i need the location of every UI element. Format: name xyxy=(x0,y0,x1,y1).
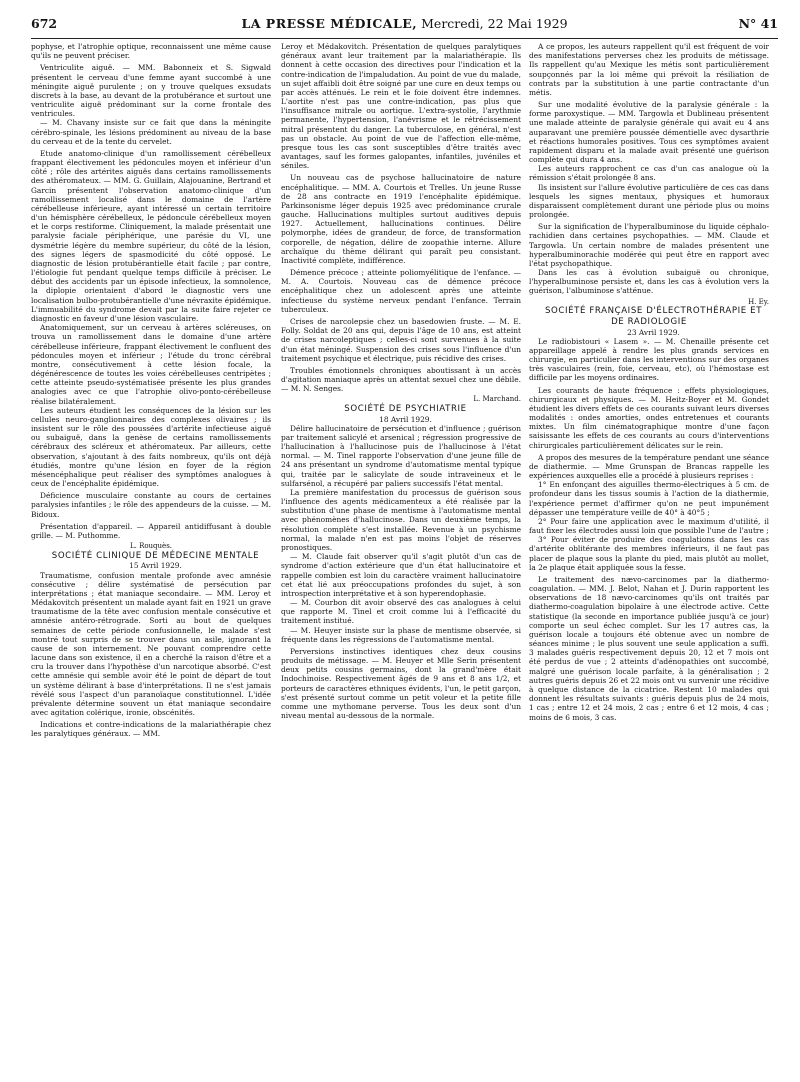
issue-date: Mercredi, 22 Mai 1929 xyxy=(421,16,568,31)
paragraph: Le traitement des nævo-carcinomes par la diathermo-coagulation. — MM. J. Belot, Nahan et J. Durin rapportent les observations de 18 nævo-carcinomes qu'ils ont traités par diathermo-coagulation bipolaire à une électrode active. Cette statistique (la seconde en importance publiée jusqu'à ce jour) comporte un seul échec complet. Sur les 17 autres cas, la guérison locale a toujours été obtenue avec un nombre de séances minime ; le plus souvent une seule application a suffi. 3 malades guéris respectivement depuis 20, 12 et 7 mois ont été perdus de vue ; 2 atteints d'adénopathies ont succombé, malgré une guérison locale parfaite, à la généralisation ; 2 autres guéris depuis 26 et 22 mois ont vu survenir une récidive à quelque distance de la cicatrice. Restent 10 malades qui donnent les résultats suivants : guéris depuis plus de 24 mois, 1 cas ; entre 12 et 24 mois, 2 cas ; entre 6 et 12 mois, 4 cas ; moins de 6 mois, 3 cas. xyxy=(529,574,769,722)
issue-number: N° 41 xyxy=(738,16,778,31)
paragraph: Indications et contre-indications de la malariathérapie chez les paralytiques généraux. — MM. xyxy=(31,720,271,739)
paragraph: Etude anatomo-clinique d'un ramollissement cérébelleux frappant électivement les pédoncules moyen et inférieur d'un côté ; rôle des artérites aiguës dans certains ramollissements des athéromateux. — MM. G. Guillain, Alajouanine, Bertrand et Garcin présentent l'observation anatomo-clinique d'un ramollissement localisé dans le domaine de l'artère cérébelleuse inférieure, ayant intéressé un certain territoire d'un hémisphère cérébelleux, le pédoncule cérébelleux moyen et le corps restiforme. Cliniquement, la malade présentait une paralysie faciale périphérique, une parésie du VI, une dysmétrie légère du membre supérieur, du côté de la lésion, des signes légers de spasmodicité du côté opposé. Le diagnostic de lésion protubérantielle était facile ; par contre, l'étiologie fut pendant quelque temps difficile à préciser. Le début des accidents par un épisode infectieux, la somnolence, la diplopie orientaient d'abord le diagnostic vers une localisation bulbo-protubérantielle d'une névraxite épidémique. L'immuabilité du syndrome devait par la suite faire rejeter ce diagnostic en faveur d'une lésion vasculaire. xyxy=(31,148,271,323)
paragraph: Ventriculite aiguë. — MM. Babonneix et S. Sigwald présentent le cerveau d'une femme ayant succombé à une méningite aiguë purulente ; on y trouve quelques exsudats discrets à la base, au devant de la protubérance et surtout une ventriculite aiguë prédominant sur la corne frontale des ventricules. xyxy=(31,63,271,119)
paragraph: La première manifestation du processus de guérison sous l'influence des agents médicamenteux a été réalisée par la substitution d'une phase de mentisme à l'automatisme mental avec phénomènes d'hallucinose. Dans un deuxième temps, la résolution complète s'est installée. Revenue à un psychisme normal, la malade n'en est pas moins l'objet de réserves pronostiques. xyxy=(281,487,521,552)
paragraph: Les auteurs rapprochent ce cas d'un cas analogue où la rémission s'était prolongée 8 ans. xyxy=(529,164,769,183)
paragraph: — M. Courbon dit avoir observé des cas analogues à celui que rapporte M. Tinel et croit comme lui à l'efficacité du traitement institué. xyxy=(281,598,521,626)
paragraph: Délire hallucinatoire de persécution et d'influence ; guérison par traitement salicylé et arsenical ; régression progressive de l'hallucination à l'hallucinose puis de l'hallucinose à l'état normal. — M. Tinel rapporte l'observation d'une jeune fille de 24 ans présentant un syndrome d'automatisme mental typique qui, traitée par le salicylate de soude intraveineux et le sulfarsénol, a récupéré par paliers successifs l'état mental. xyxy=(281,423,521,488)
paragraph: Les courants de haute fréquence : effets physiologiques, chirurgicaux et physiques. — M. Heitz-Boyer et M. Gondet étudient les divers effets de ces courants suivant leurs diverses modalités : ondes amorties, ondes entretenues et courants mixtes. Un film cinématographique montre d'une façon saisissante les effets de ces courants au cours d'interventions chirurgicales particulièrement délicates sur le rein. xyxy=(529,385,769,450)
section-title: SOCIÉTÉ CLINIQUE DE MÉDECINE MENTALE xyxy=(51,550,260,561)
paragraph: — M. Heuyer insiste sur la phase de mentisme observée, si fréquente dans les régressions de l'automatisme mental. xyxy=(281,625,521,644)
paragraph: Démence précoce ; atteinte poliomyélitique de l'enfance. — M. A. Courtois. Nouveau cas de démence précoce encéphalitique chez un adolescent après une atteinte infectieuse du système nerveux pendant l'enfance. Terrain tuberculeux. xyxy=(281,268,521,314)
paragraph: Sur la signification de l'hyperalbuminose du liquide céphalo-rachidien dans certaines psychopathies. — MM. Claude et Targowla. Un certain nombre de malades présentent une hyperalbuminorachie modérée qui peut être en rapport avec l'état psychopathique. xyxy=(529,222,769,268)
paragraph: Anatomiquement, sur un cerveau à artères scléreuses, on trouva un ramollissement dans le domaine d'une artère cérébelleuse inférieure, frappant électivement le confluent des pédoncules moyen et inférieur ; l'étude du tronc cérébral montre, consécutivement à cette lésion focale, la dégénérescence de toutes les voies cérébelleuses centripètes ; cette atteinte pseudo-systématisée présente les plus grandes analogies avec ce que l'atrophie olivo-ponto-cérébelleuse réalise bilatéralement. xyxy=(31,323,271,406)
paragraph: Ils insistent sur l'allure évolutive particulière de ces cas dans lesquels les signes mentaux, physiques et humoraux disparaissent complètement durant une période plus ou moins prolongée. xyxy=(529,182,769,220)
signature: L. Rouquès. xyxy=(129,542,173,551)
paragraph: A ce propos, les auteurs rappellent qu'il est fréquent de voir des manifestations perverses chez les produits de métissage. Ils rappellent qu'au Mexique les métis sont particulièrement soupçonnés par la loi même qui prévoit la résiliation de contrats par la substitution à une partie contractante d'un métis. xyxy=(529,42,769,97)
paragraph: Présentation d'appareil. — Appareil antidiffusant à double grille. — M. Puthomme. xyxy=(31,521,271,540)
paragraph: Sur une modalité évolutive de la paralysie générale : la forme paroxystique. — MM. Targowla et Dublineau présentent une malade atteinte de paralysie générale qui avait eu 4 ans auparavant une première poussée démentielle avec dysarthrie et réactions humorales positives. Tous ces symptômes avaient rapidement disparu et la malade avait présenté une guérison complète qui dura 4 ans. xyxy=(529,100,769,165)
column-3 xyxy=(529,42,769,1070)
running-title xyxy=(31,16,778,31)
section-title: SOCIÉTÉ DE PSYCHIATRIE xyxy=(344,404,467,414)
paragraph: Perversions instinctives identiques chez deux cousins produits de métissage. — M. Heuyer et Mlle Serin présentent deux petits cousins germains, dont la grand'mère était Indochinoise. Respectivement âgés de 9 ans et 8 ans 1/2, et porteurs de caractères ethniques évidents, l'un, le petit garçon, s'est présenté surtout comme un petit voleur et la petite fille comme une mythomane perverse. Tous les deux sont d'un niveau mental au-dessous de la normale. xyxy=(281,646,521,721)
paragraph: Déficience musculaire constante au cours de certaines paralysies infantiles ; le rôle des appendeurs de la cuisse. — M. Bidoux. xyxy=(31,491,271,519)
signature: L. Marchand. xyxy=(473,395,521,404)
paragraph: Les auteurs étudient les conséquences de la lésion sur les cellules neuro-ganglionnaires des complexes olivaires ; ils insistent sur le rôle des poussées d'artérite infectieuse aiguë ou subaiguë, dans la genèse de certains ramollissements cérébraux des scléreux et athéromateux. Par ailleurs, cette observation, s'ajoutant à des faits nombreux, qu'ils ont déjà étudiés, montre qu'une lésion en foyer de la région mésencéphalique peut réaliser des symptômes analogues à ceux de l'encéphalite épidémique. xyxy=(31,405,271,489)
column-1 xyxy=(31,42,271,1070)
section-title: SOCIÉTÉ FRANÇAISE D'ÉLECTROTHÉRAPIE ET DE RADIOLOGIE xyxy=(544,306,763,327)
paragraph: 3° Pour éviter de produire des coagulations dans les cas d'artérite oblitérante des membres inférieurs, il ne faut pas placer de plaque sous la plante du pied, mais plutôt au mollet, la 2e plaque était appliquée sous la fesse. xyxy=(529,535,769,572)
paragraph: Troubles émotionnels chroniques aboutissant à un accès d'agitation maniaque après un attentat sexuel chez une débile. — M. N. Senges. xyxy=(281,365,521,394)
paragraph: pophyse, et l'atrophie optique, reconnaissent une même cause qu'ils ne peuvent préciser. xyxy=(31,42,271,61)
paragraph: Leroy et Médakovitch. Présentation de quelques paralytiques généraux avant leur traitement par la malariathérapie. Ils donnent à cette occasion des directives pour l'indication et la contre-indication de l'impaludation. Au point de vue du malade, un sujet affaibli doit être soigné par une cure en deux temps ou par accès atténués. Le rein et le foie doivent être indemnes. L'aortite n'est pas une contre-indication, pas plus que l'insuffisance mitrale ou aortique. L'extra-systolie, l'arythmie permanente, l'hypertension, l'anévrisme et le rétrécissement mitral présentent du danger. La tuberculose, en général, n'est pas un obstacle. Au point de vue de l'affection elle-même, presque tous les cas sont susceptibles d'être traités avec avantages, sauf les formes galopantes, infantiles, juvéniles et séniles. xyxy=(281,42,521,171)
page-header xyxy=(31,12,778,39)
paragraph: A propos des mesures de la température pendant une séance de diathermie. — Mme Grunspan de Brancas rappelle les expériences auxquelles elle a procédé à plusieurs reprises : xyxy=(529,452,769,481)
section-date: 23 Avril 1929. xyxy=(627,327,680,337)
paragraph: Le radiobistouri « Lasem ». — M. Chenaille présente cet appareillage appelé à rendre les plus grands services en chirurgie, en particulier dans les interventions sur des organes très vasculaires (rein, foie, cerveau, etc), où l'hémostase est difficile par les moyens ordinaires. xyxy=(529,336,769,383)
paragraph: — M. Chavany insiste sur ce fait que dans la méningite cérébro-spinale, les lésions prédominent au niveau de la base du cerveau et de la tente du cervelet. xyxy=(31,118,271,146)
paragraph: Crises de narcolepsie chez un basedowien fruste. — M. E. Folly. Soldat de 20 ans qui, depuis l'âge de 10 ans, est atteint de crises narcoleptiques ; celles-ci sont survenues à la suite d'un état méningé. Suspension des crises sous l'influence d'un traitement psychique et électrique, puis récidive des crises. xyxy=(281,316,521,363)
paragraph: 2° Pour faire une application avec le maximum d'utilité, il faut fixer les électrodes aussi loin que possible l'une de l'autre ; xyxy=(529,516,769,536)
section-date: 18 Avril 1929. xyxy=(379,414,432,424)
paragraph: Traumatisme, confusion mentale profonde avec amnésie consécutive ; délire systématisé de persécution par interprétations ; état maniaque secondaire. — MM. Leroy et Médakovitch présentent un malade ayant fait en 1921 un grave traumatisme de la tête avec confusion mentale consécutive et amnésie antéro-rétrograde. Sorti au bout de quelques semaines de cette période confusionnelle, le malade s'est montré tout surpris de se trouver dans un asile, ignorant la cause de son internement. Ne pouvant comprendre cette lacune dans son existence, il en a cherché la raison d'être et a cru la trouver dans l'hypothèse d'un narcotique absorbé. C'est cette amnésie qui semble avoir été le point de départ de tout un système délirant à base d'interprétations. Il ne s'est jamais révélé sous l'aspect d'un paranoïaque constitutionnel. L'idée prévalente détermine souvent un état maniaque secondaire avec agitation colérique, ironie, obscénités. xyxy=(31,570,271,718)
column-2 xyxy=(281,42,521,1070)
paragraph: — M. Claude fait observer qu'il s'agit plutôt d'un cas de syndrome d'action extérieure que d'un état hallucinatoire et rappelle combien est loin du caractère vraiment hallucinatoire cet état lié aux préoccupations profondes du sujet, à son introspection interprétative et à son hyperendophasie. xyxy=(281,552,521,598)
paragraph: 1° En enfonçant des aiguilles thermo-électriques à 5 cm. de profondeur dans les tissus soumis à l'action de la diathermie, l'expérience permet d'affirmer qu'on ne peut impunément dépasser une température veille de 40° à 40°5 ; xyxy=(529,480,769,517)
signature: H. Ey. xyxy=(748,297,769,306)
paragraph: Dans les cas à évolution subaiguë ou chronique, l'hyperalbuminose persiste et, dans les cas à évolution vers la guérison, l'albuminose s'atténue. xyxy=(529,268,769,296)
page-number: 672 xyxy=(31,16,58,31)
journal-name: LA PRESSE MÉDICALE, xyxy=(241,16,418,31)
section-date: 15 Avril 1929. xyxy=(129,561,182,571)
paragraph: Un nouveau cas de psychose hallucinatoire de nature encéphalitique. — MM. A. Courtois et Trelles. Un jeune Russe de 28 ans contracte en 1919 l'encéphalite épidémique. Parkinsonisme léger depuis 1925 avec prédominance crurale gauche. Hallucinations multiples surtout auditives depuis 1927. Actuellement, hallucinations continues. Délire polymorphe, idées de grandeur, de force, de transformation corporelle, de négation, délire de zoopathie interne. Allure archaïque du thème délirant qui paraît peu consistant. Inactivité complète, indifférence. xyxy=(281,173,521,265)
